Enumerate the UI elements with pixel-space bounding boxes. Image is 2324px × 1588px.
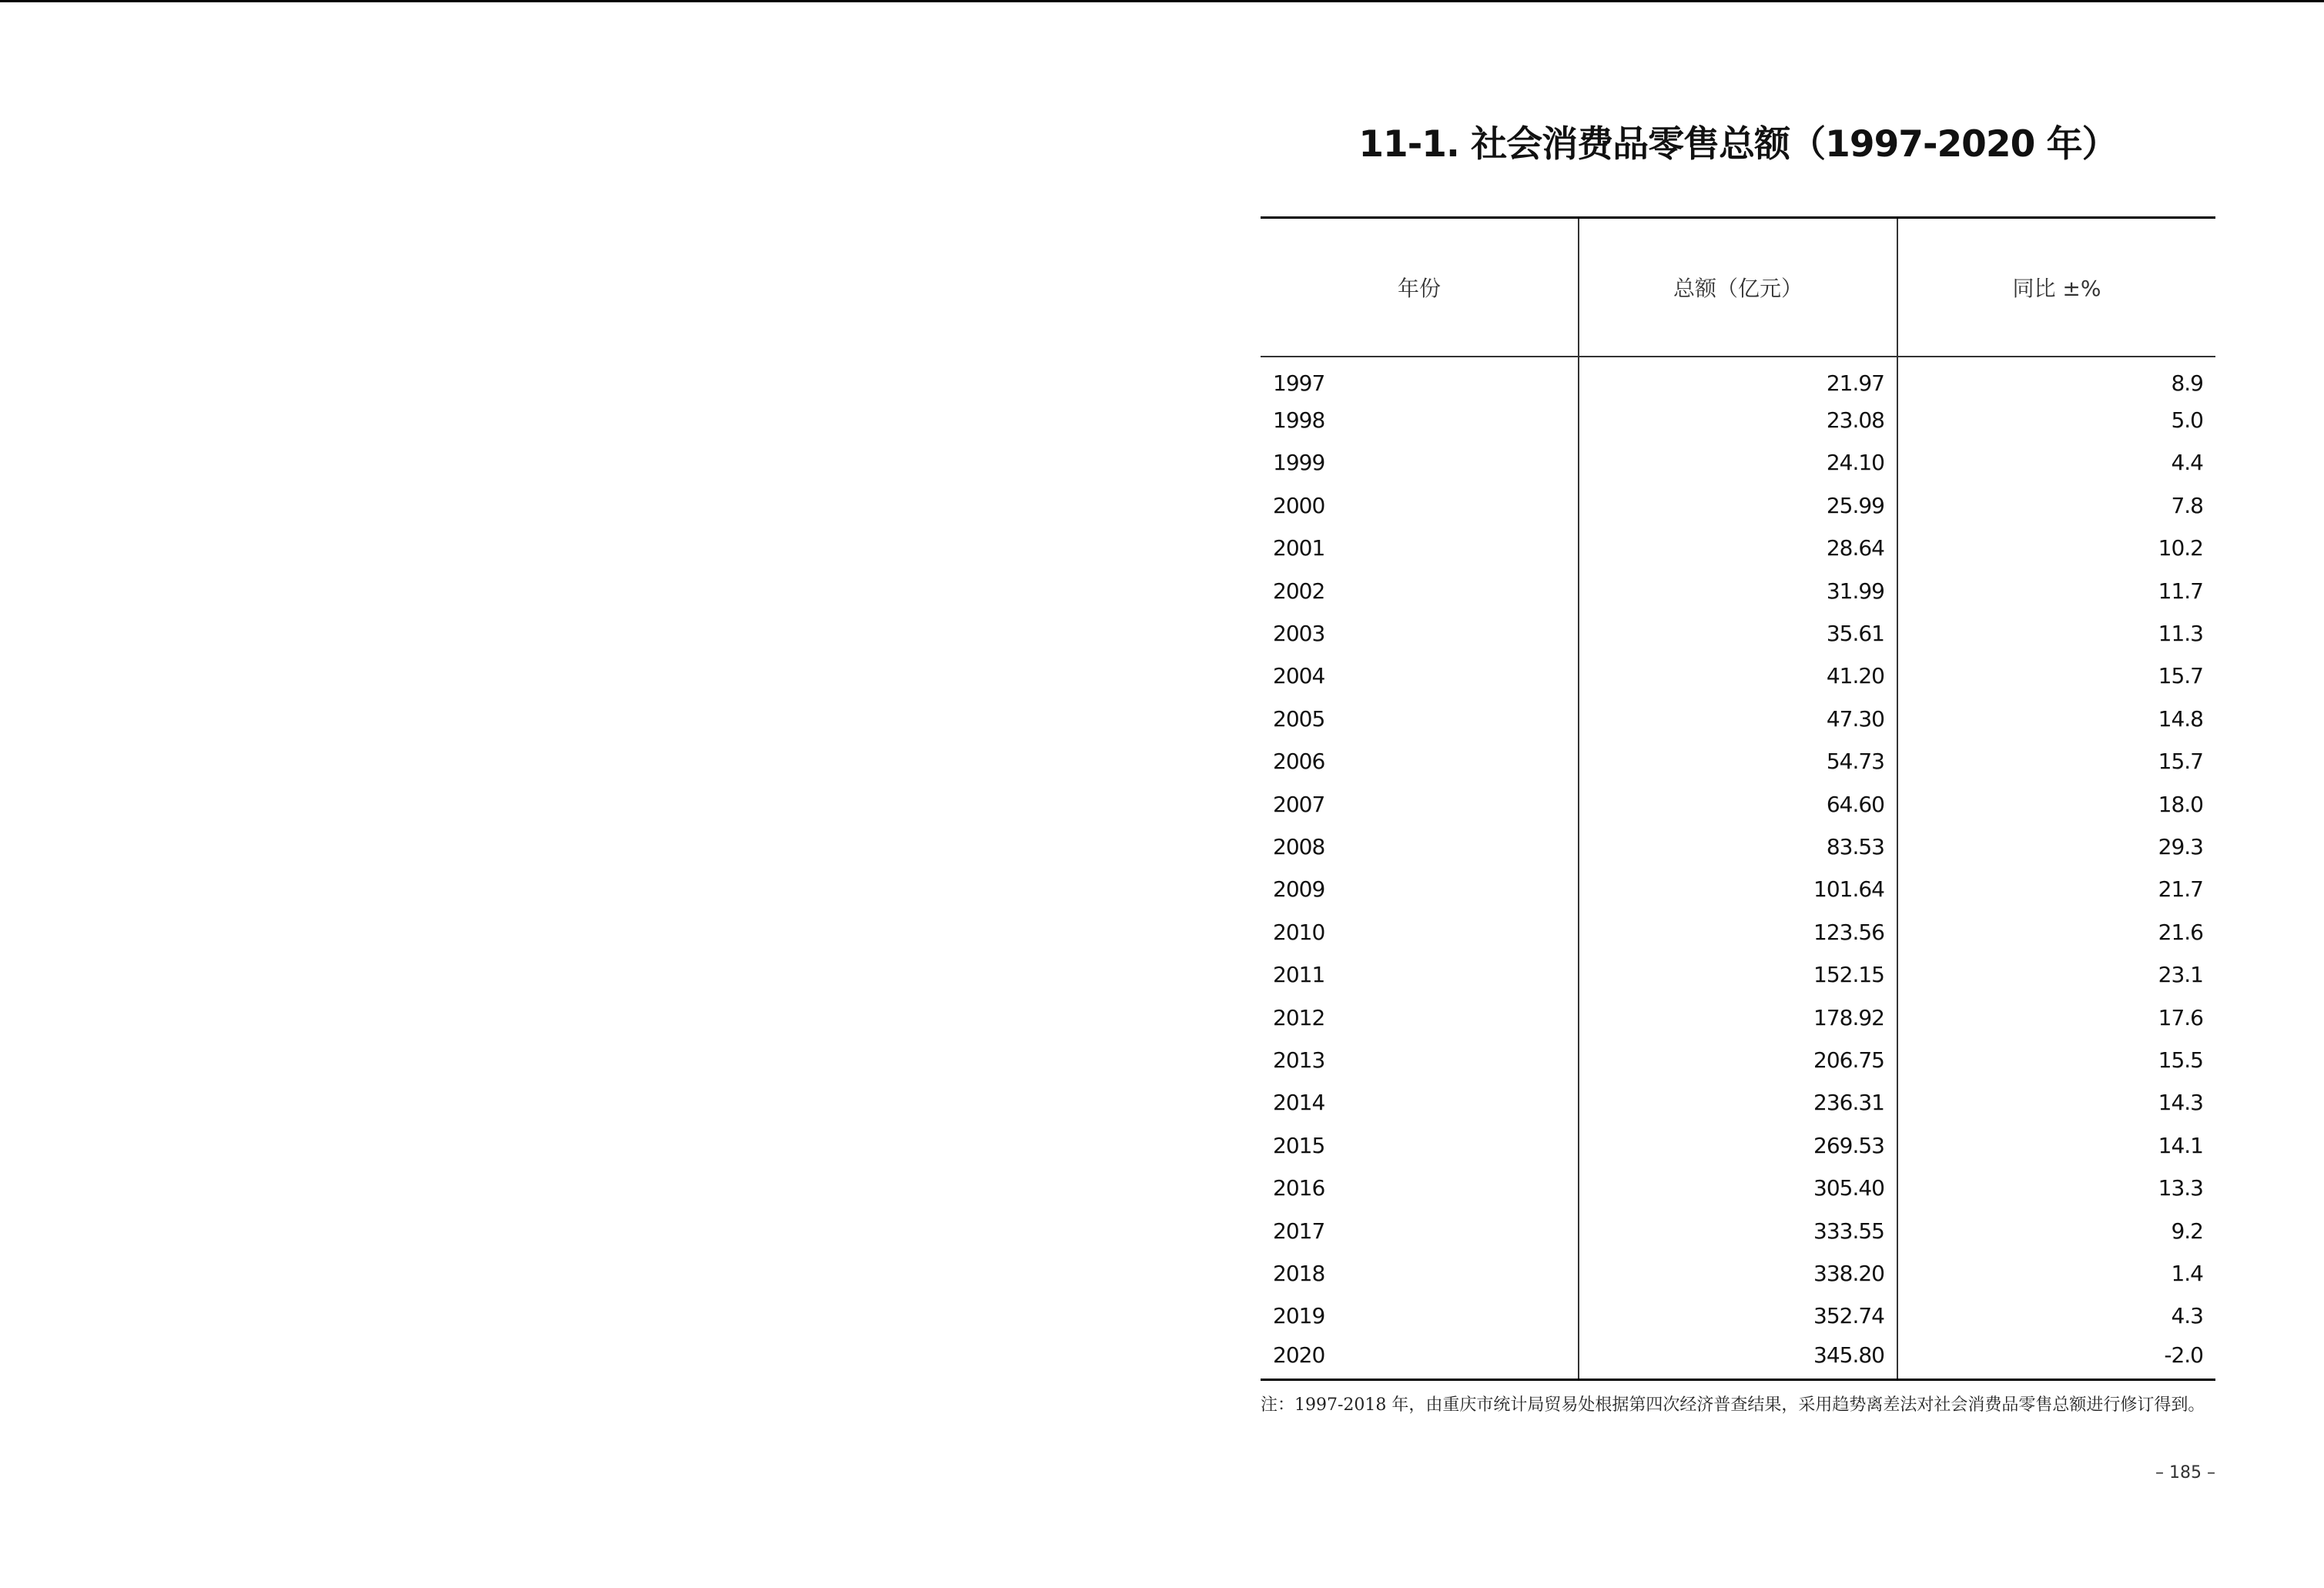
yoy-cell: 14.1 — [1897, 1124, 2215, 1167]
header-year: 年份 — [1261, 218, 1579, 357]
total-cell: 338.20 — [1579, 1252, 1897, 1295]
yoy-cell: 4.3 — [1897, 1295, 2215, 1337]
yoy-cell: 15.5 — [1897, 1039, 2215, 1081]
yoy-cell: 21.6 — [1897, 911, 2215, 953]
year-cell: 2014 — [1273, 1090, 1325, 1116]
year-cell: 1998 — [1273, 407, 1325, 434]
footnote: 注：1997-2018 年，由重庆市统计局贸易处根据第四次经济普查结果，采用趋势离差法对社会消费品零售总额进行修订得到。 — [1261, 1395, 2205, 1415]
year-cell: 1997 — [1273, 370, 1325, 397]
table-row — [1261, 1167, 2215, 1209]
total-cell: 178.92 — [1579, 996, 1897, 1038]
total-cell: 345.80 — [1579, 1337, 1897, 1379]
table-row — [1261, 569, 2215, 611]
yoy-cell: 14.3 — [1897, 1081, 2215, 1124]
year-cell: 2009 — [1273, 876, 1325, 903]
total-cell: 28.64 — [1579, 527, 1897, 569]
total-cell: 24.10 — [1579, 441, 1897, 484]
yoy-cell: 13.3 — [1897, 1167, 2215, 1209]
year-cell: 2020 — [1261, 1337, 1579, 1379]
yoy-cell: 15.7 — [1897, 740, 2215, 782]
total-cell: 47.30 — [1579, 698, 1897, 740]
year-cell: 2015 — [1273, 1132, 1325, 1158]
yoy-cell: 7.8 — [1897, 484, 2215, 527]
yoy-cell: 29.3 — [1897, 826, 2215, 868]
yoy-cell: 8.9 — [1897, 357, 2215, 399]
year-cell: 2008 — [1273, 833, 1325, 859]
table-row — [1261, 1209, 2215, 1251]
page-number: – 185 – — [2155, 1463, 2215, 1482]
year-cell: 2017 — [1273, 1218, 1325, 1244]
table-row — [1261, 399, 2215, 441]
total-cell: 236.31 — [1579, 1081, 1897, 1124]
header-yoy: 同比 ±% — [1897, 218, 2215, 357]
year-cell: 2016 — [1273, 1175, 1325, 1201]
header-total: 总额（亿元） — [1579, 218, 1897, 357]
table-row — [1261, 698, 2215, 740]
total-cell: 23.08 — [1579, 399, 1897, 441]
table-row — [1261, 441, 2215, 484]
yoy-cell: 5.0 — [1897, 399, 2215, 441]
yoy-cell: 1.4 — [1897, 1252, 2215, 1295]
total-cell: 25.99 — [1579, 484, 1897, 527]
total-cell: 206.75 — [1579, 1039, 1897, 1081]
top-border-rule — [0, 0, 2324, 2]
total-cell: 35.61 — [1579, 612, 1897, 655]
table-row — [1261, 655, 2215, 697]
year-cell: 2006 — [1273, 749, 1325, 775]
table-row — [1261, 1337, 2215, 1379]
yoy-cell: 23.1 — [1897, 953, 2215, 996]
yoy-cell: 11.3 — [1897, 612, 2215, 655]
table-row — [1261, 357, 2215, 399]
yoy-cell: 18.0 — [1897, 782, 2215, 825]
year-cell: 2019 — [1273, 1303, 1325, 1329]
year-cell: 1999 — [1273, 450, 1325, 476]
total-cell: 83.53 — [1579, 826, 1897, 868]
year-cell: 2001 — [1273, 535, 1325, 561]
table-row — [1261, 1252, 2215, 1295]
yoy-cell: 14.8 — [1897, 698, 2215, 740]
table-row — [1261, 911, 2215, 953]
year-cell: 2018 — [1273, 1260, 1325, 1286]
yoy-cell: 21.7 — [1897, 868, 2215, 910]
yoy-cell: 10.2 — [1897, 527, 2215, 569]
year-cell: 2011 — [1273, 962, 1325, 988]
table-row — [1261, 484, 2215, 527]
page-title: 11-1. 社会消费品零售总额（1997-2020 年） — [1358, 123, 2118, 166]
year-cell: 2005 — [1273, 705, 1325, 732]
yoy-cell: 15.7 — [1897, 655, 2215, 697]
table-row — [1261, 953, 2215, 996]
total-cell: 152.15 — [1579, 953, 1897, 996]
total-cell: 123.56 — [1579, 911, 1897, 953]
table-row — [1261, 868, 2215, 910]
yoy-cell: 17.6 — [1897, 996, 2215, 1038]
total-cell: 21.97 — [1579, 357, 1897, 399]
table-row — [1261, 782, 2215, 825]
year-cell: 2002 — [1273, 578, 1325, 604]
table-row — [1261, 740, 2215, 782]
table-row — [1261, 527, 2215, 569]
total-cell: 41.20 — [1579, 655, 1897, 697]
total-cell: 352.74 — [1579, 1295, 1897, 1337]
yoy-cell: -2.0 — [1897, 1337, 2215, 1379]
yoy-cell: 4.4 — [1897, 441, 2215, 484]
year-cell: 2007 — [1273, 791, 1325, 817]
table-row — [1261, 612, 2215, 655]
table-row — [1261, 826, 2215, 868]
year-cell: 2003 — [1273, 621, 1325, 647]
year-cell: 2010 — [1273, 919, 1325, 945]
year-cell: 2004 — [1273, 663, 1325, 689]
table-row — [1261, 996, 2215, 1038]
total-cell: 269.53 — [1579, 1124, 1897, 1167]
yoy-cell: 9.2 — [1897, 1209, 2215, 1251]
table-row — [1261, 1124, 2215, 1167]
total-cell: 64.60 — [1579, 782, 1897, 825]
table-row — [1261, 1295, 2215, 1337]
total-cell: 305.40 — [1579, 1167, 1897, 1209]
total-cell: 101.64 — [1579, 868, 1897, 910]
table-header-row — [1261, 218, 2215, 357]
year-cell: 2012 — [1273, 1004, 1325, 1030]
total-cell: 333.55 — [1579, 1209, 1897, 1251]
year-cell: 2000 — [1273, 492, 1325, 518]
year-cell: 2013 — [1273, 1047, 1325, 1073]
total-cell: 31.99 — [1579, 569, 1897, 611]
yoy-cell: 11.7 — [1897, 569, 2215, 611]
table-row — [1261, 1039, 2215, 1081]
total-cell: 54.73 — [1579, 740, 1897, 782]
retail-sales-table — [1261, 216, 2215, 1381]
table-row — [1261, 1081, 2215, 1124]
